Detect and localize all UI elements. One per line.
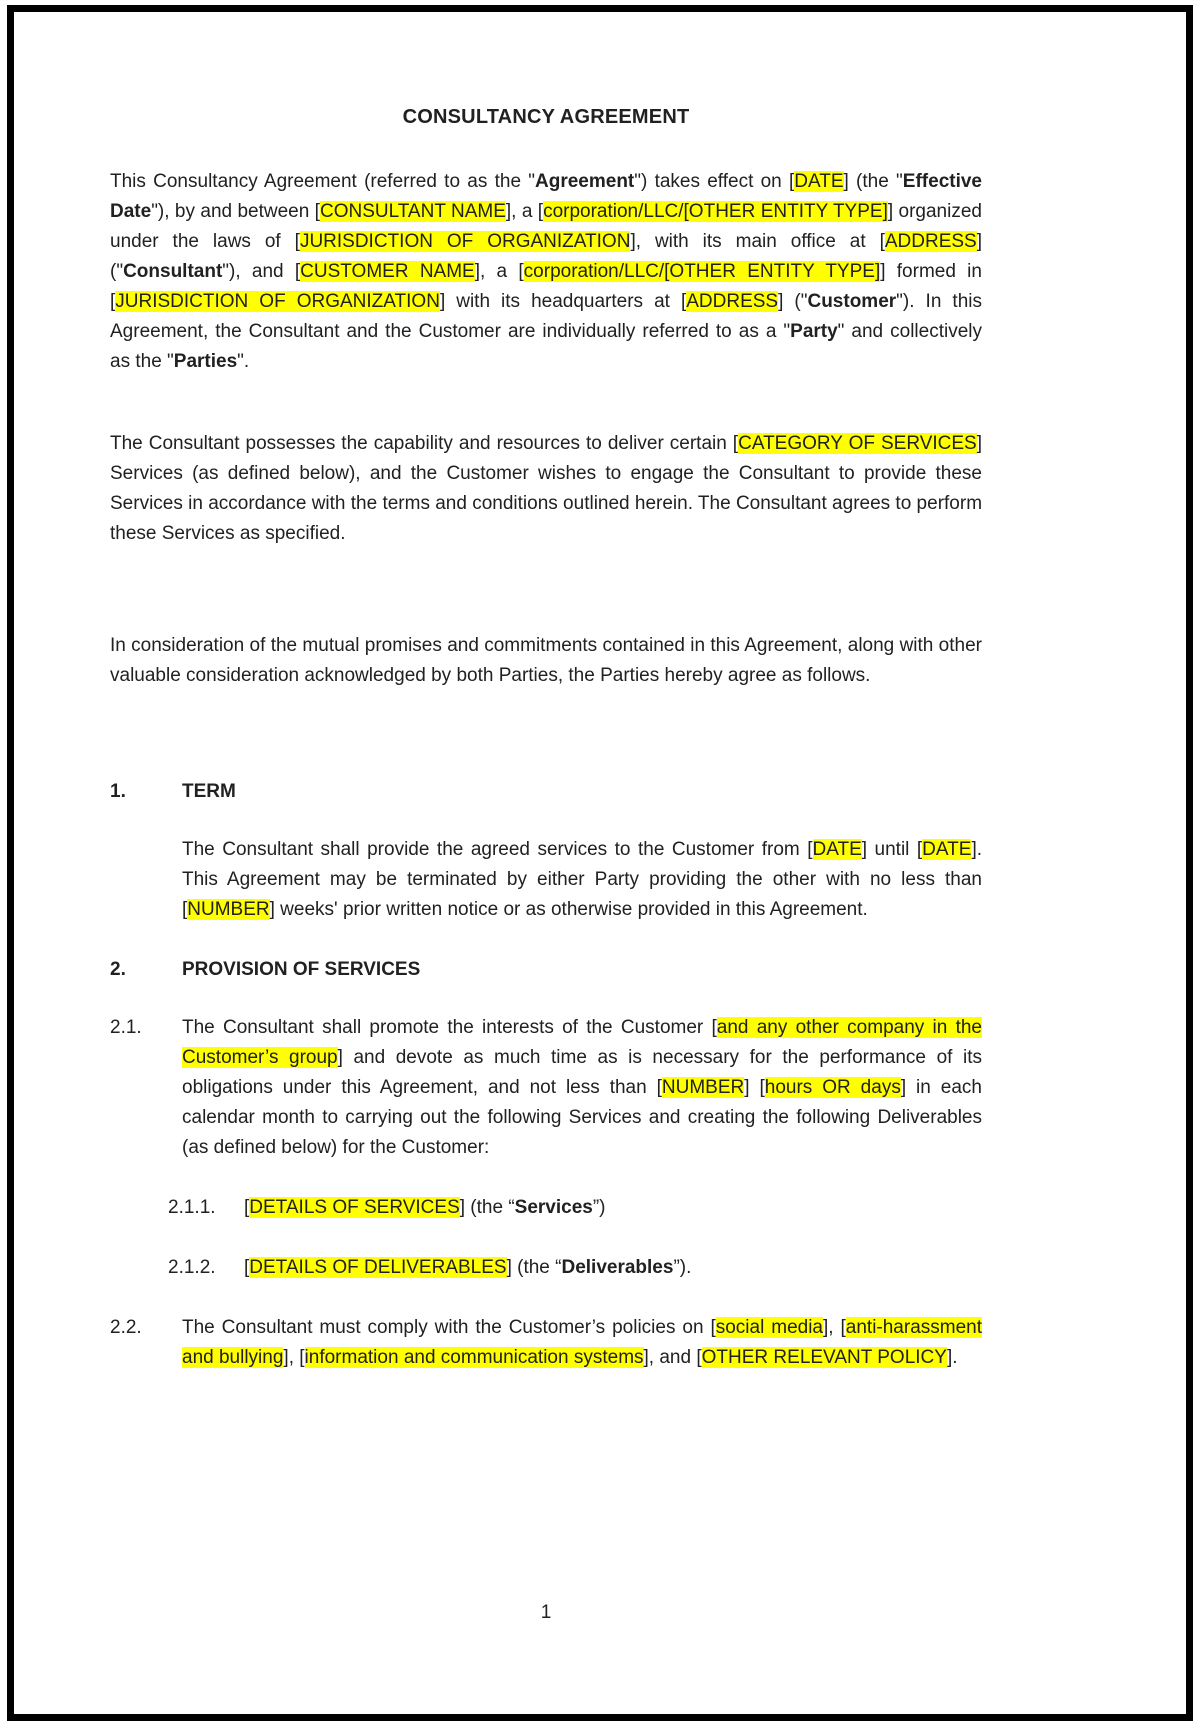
clause-2-2-text	[182, 1313, 982, 1373]
bold-text: Party	[790, 321, 838, 342]
text-run: ], with its main office at [	[630, 231, 885, 252]
text-run: ”)	[592, 1197, 606, 1218]
text-run: ] (the "	[843, 171, 903, 192]
clause-2-1-2-number: 2.1.2.	[168, 1257, 216, 1278]
highlight-placeholder: CUSTOMER NAME	[300, 261, 475, 282]
text-run: "). In this Agreement, the Consultant and the Customer are individually referred to as a "	[110, 291, 982, 342]
section-2-number: 2.	[110, 959, 126, 980]
text-run: ] formed in [	[110, 261, 982, 312]
text-run: ], [	[823, 1317, 846, 1338]
text-run: The Consultant possesses the capability and resources to deliver certain [	[110, 433, 739, 454]
highlight-placeholder: NUMBER	[187, 899, 270, 920]
consideration-paragraph	[110, 631, 982, 691]
bold-text: Customer	[807, 291, 897, 312]
highlight-placeholder: DATE	[922, 839, 972, 860]
text-run: ] with its headquarters at [	[439, 291, 687, 312]
text-run: ]. This Agreement may be terminated by either Party providing the other with no less than [	[182, 839, 982, 920]
text-run: [	[244, 1257, 250, 1278]
bold-text: Services	[514, 1197, 593, 1218]
clause-2-1-2-text	[244, 1253, 982, 1283]
text-run: "), and [	[222, 261, 301, 282]
text-run: In consideration of the mutual promises and commitments contained in this Agreement, along with other valuable consideration acknowledged by both Parties, the Parties hereby agree as follows.	[110, 635, 982, 686]
clause-2-1-1	[168, 1193, 982, 1223]
clause-2-1-1-text	[244, 1193, 982, 1223]
highlight-placeholder: corporation/LLC/[OTHER ENTITY TYPE]	[523, 261, 881, 282]
section-1-title: TERM	[182, 781, 236, 802]
text-run: ] (the “	[506, 1257, 562, 1278]
highlight-placeholder: ADDRESS	[884, 231, 977, 252]
highlight-placeholder: CATEGORY OF SERVICES	[738, 433, 977, 454]
text-run: The Consultant shall promote the interests of the Customer [	[182, 1017, 717, 1038]
highlight-placeholder: information and communication systems	[304, 1347, 644, 1368]
text-run: ] ("	[778, 291, 808, 312]
highlight-placeholder: JURISDICTION OF ORGANIZATION	[299, 231, 631, 252]
text-run: ], [	[283, 1347, 305, 1368]
intro-paragraph	[110, 167, 982, 377]
section-1-number: 1.	[110, 781, 126, 802]
highlight-placeholder: and any other company in the Customer’s group	[182, 1017, 982, 1068]
text-run: ] Services (as defined below), and the Customer wishes to engage the Consultant to provide these Services in accordance with the terms and conditions outlined herein. The Consultant agrees to perform these Services as specified.	[110, 433, 983, 544]
clause-2-2	[110, 1313, 982, 1373]
highlight-placeholder: ADDRESS	[686, 291, 779, 312]
text-run: ] (the “	[459, 1197, 515, 1218]
highlight-placeholder: NUMBER	[661, 1077, 745, 1098]
section-2-heading	[110, 955, 982, 985]
text-run: This Consultancy Agreement (referred to as the "	[110, 171, 535, 192]
section-1-body	[110, 835, 982, 925]
text-run: ] and devote as much time as is necessary for the performance of its obligations under this Agreement, and not less than [	[182, 1047, 982, 1098]
text-run: ], and [	[643, 1347, 702, 1368]
text-run: ] [	[744, 1077, 765, 1098]
text-run: ] in each calendar month to carrying out the following Services and creating the following Deliverables (as defined below) for the Customer:	[182, 1077, 982, 1158]
text-run: The Consultant shall provide the agreed services to the Customer from [	[182, 839, 813, 860]
clause-2-1-1-number: 2.1.1.	[168, 1197, 216, 1218]
text-run: ], a [	[474, 261, 524, 282]
section-2-title: PROVISION OF SERVICES	[182, 959, 421, 980]
bold-text: Parties	[173, 351, 238, 372]
text-run: ”).	[673, 1257, 692, 1278]
clause-2-1-text	[182, 1013, 982, 1163]
text-run: ") takes effect on [	[634, 171, 795, 192]
bold-text: Agreement	[535, 171, 635, 192]
section-1-heading	[110, 777, 982, 807]
text-run: The Consultant must comply with the Customer’s policies on [	[182, 1317, 716, 1338]
clause-2-1-2	[168, 1253, 982, 1283]
clause-2-1	[110, 1013, 982, 1163]
highlight-placeholder: DATE	[794, 171, 844, 192]
page-number: 1	[540, 1602, 552, 1623]
text-run: ".	[237, 351, 250, 372]
highlight-placeholder: hours OR days	[764, 1077, 901, 1098]
highlight-placeholder: DETAILS OF DELIVERABLES	[249, 1257, 507, 1278]
highlight-placeholder: corporation/LLC/[OTHER ENTITY TYPE]	[543, 201, 888, 222]
highlight-placeholder: CONSULTANT NAME	[319, 201, 506, 222]
text-run: ] organized under the laws of [	[110, 201, 982, 252]
capability-paragraph	[110, 429, 982, 549]
bold-text: Effective Date	[110, 171, 982, 222]
bold-text: Consultant	[123, 261, 223, 282]
text-run: ].	[946, 1347, 958, 1368]
highlight-placeholder: JURISDICTION OF ORGANIZATION	[115, 291, 440, 312]
text-run: " and collectively as the "	[110, 321, 982, 372]
document-title: CONSULTANCY AGREEMENT	[402, 106, 690, 128]
text-run: ] ("	[110, 231, 982, 282]
highlight-placeholder: DETAILS OF SERVICES	[249, 1197, 460, 1218]
text-run: ] until [	[861, 839, 923, 860]
text-run: "), by and between [	[151, 201, 320, 222]
highlight-placeholder: OTHER RELEVANT POLICY	[701, 1347, 947, 1368]
highlight-placeholder: DATE	[812, 839, 862, 860]
highlight-placeholder: anti-harassment and bullying	[182, 1317, 983, 1368]
clause-2-2-number: 2.2.	[110, 1317, 142, 1338]
section-1-text	[182, 835, 982, 925]
text-run: [	[244, 1197, 250, 1218]
text-run: ], a [	[505, 201, 544, 222]
text-run: ] weeks' prior written notice or as otherwise provided in this Agreement.	[269, 899, 868, 920]
highlight-placeholder: social media	[715, 1317, 823, 1338]
bold-text: Deliverables	[561, 1257, 674, 1278]
clause-2-1-number: 2.1.	[110, 1017, 142, 1038]
